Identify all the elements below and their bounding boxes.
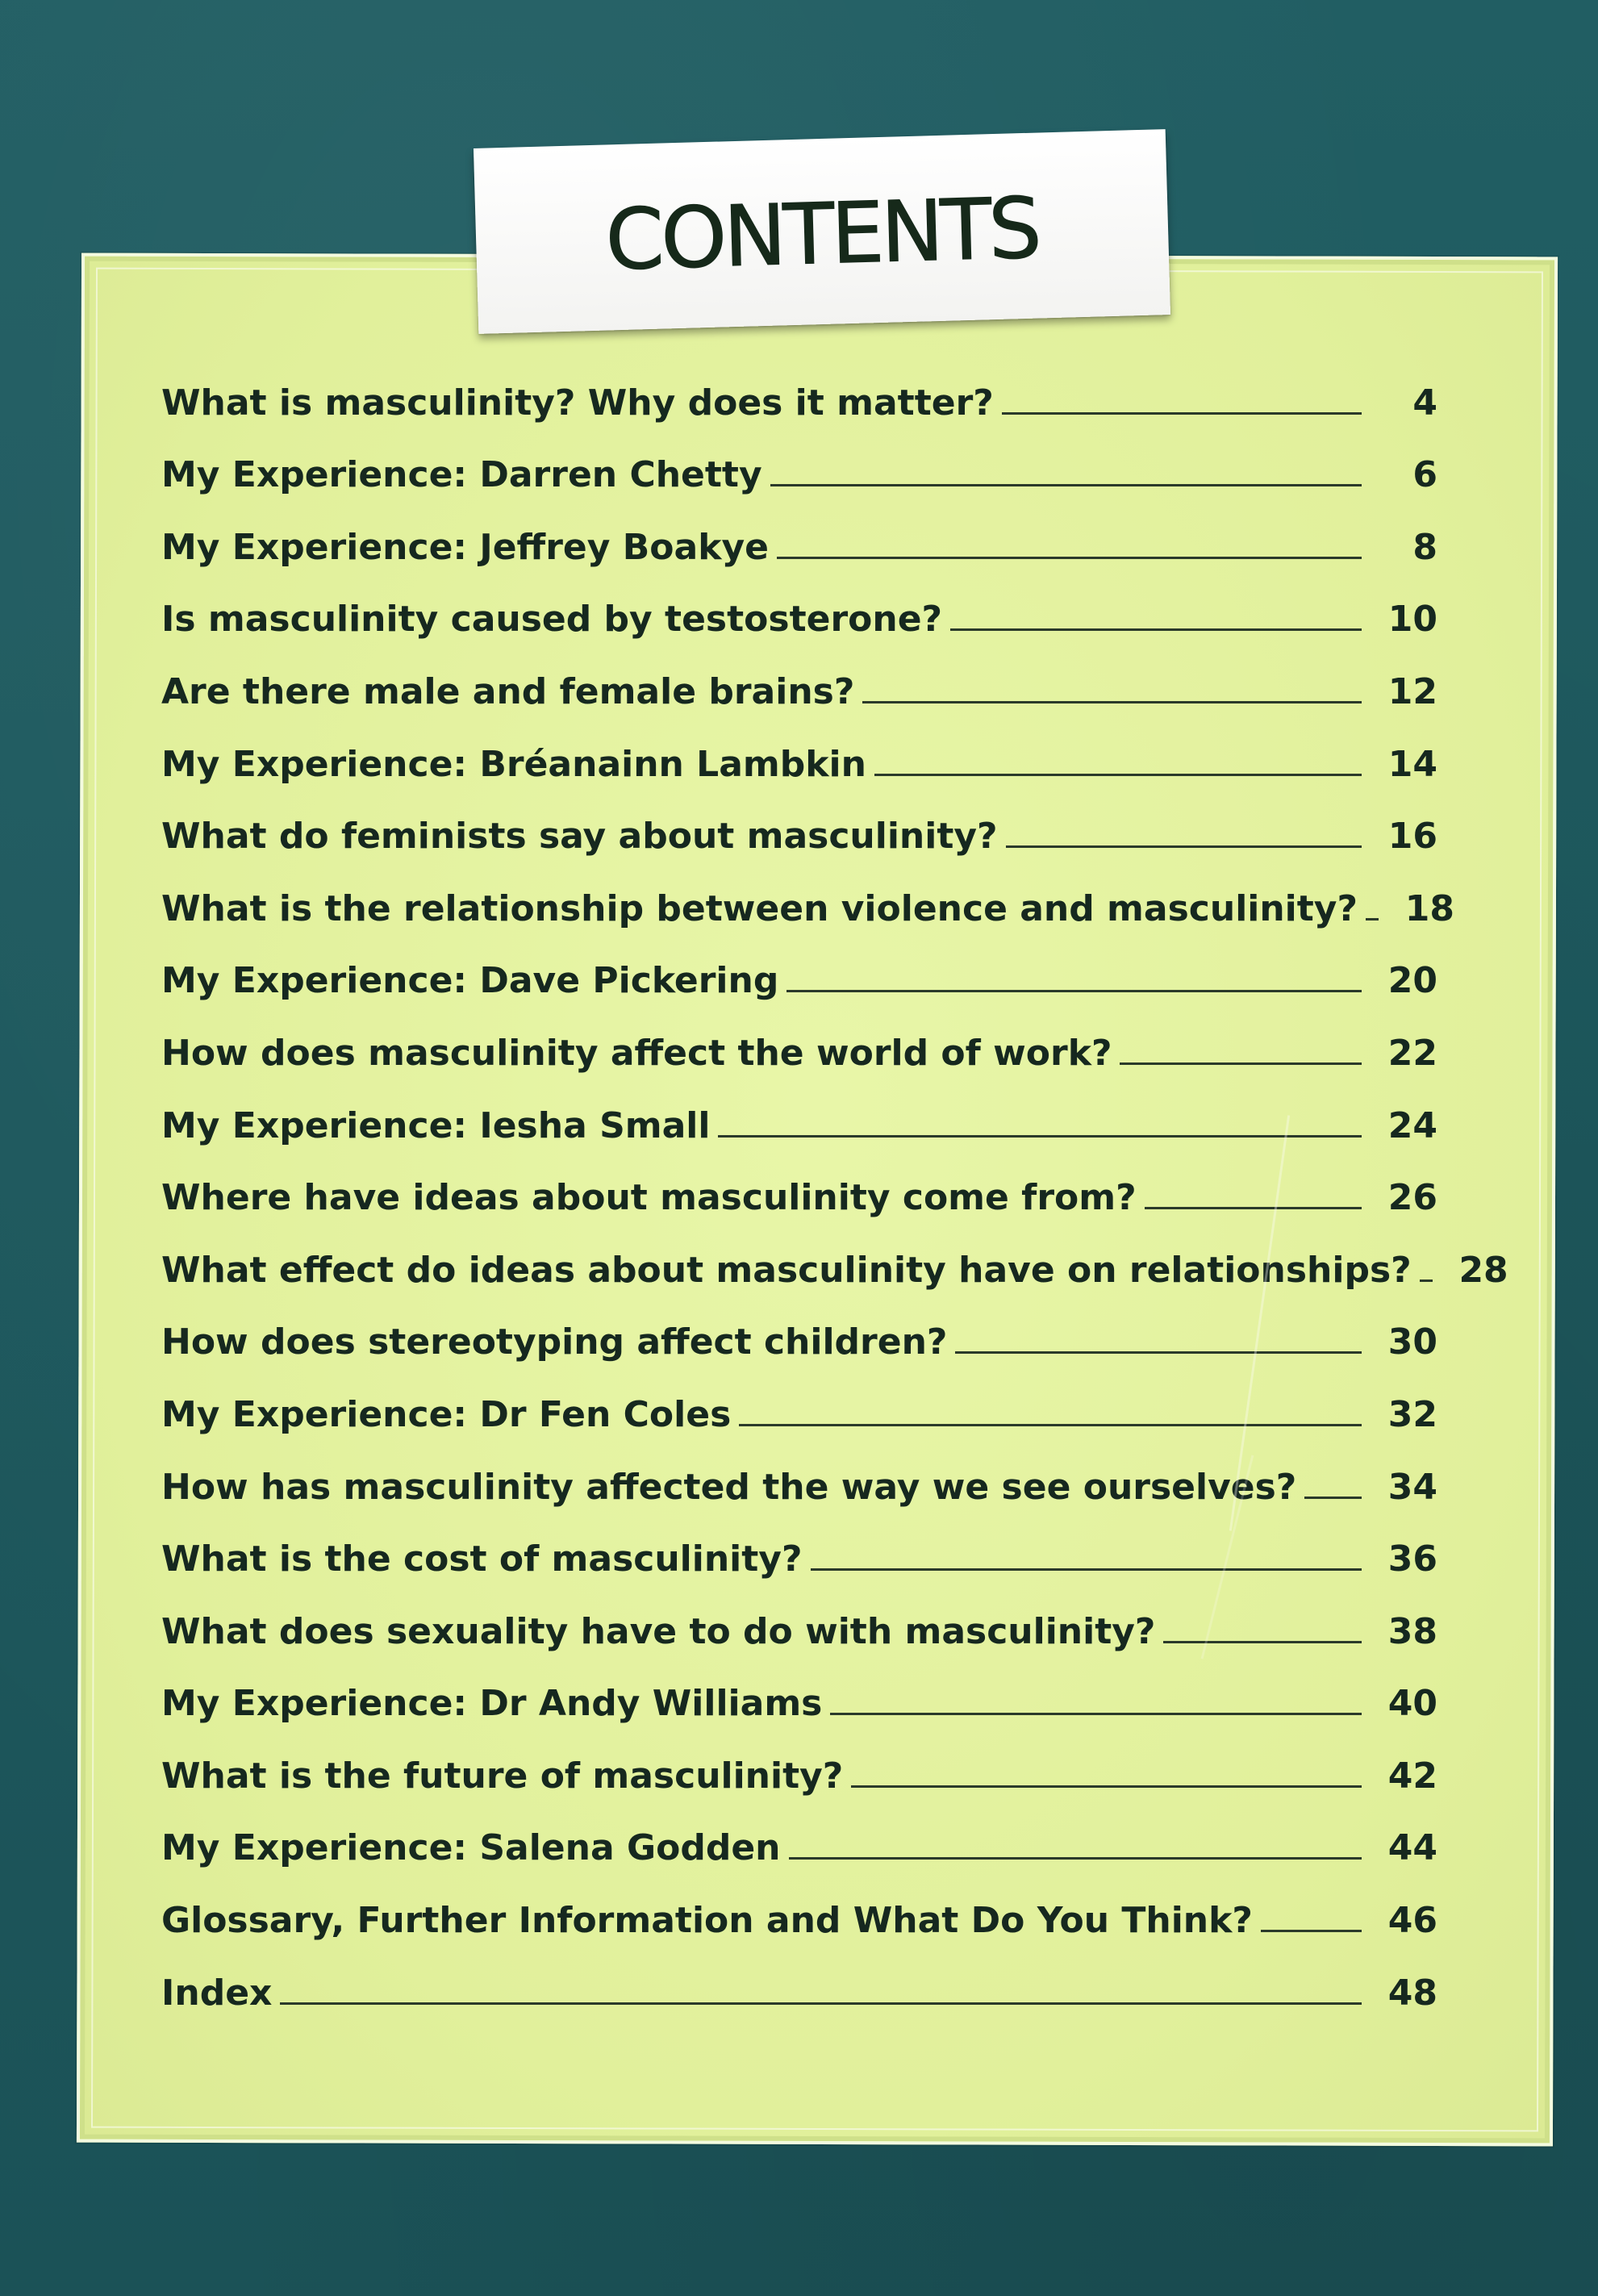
- toc-leader-line: [777, 557, 1362, 559]
- toc-entry-page: 8: [1412, 526, 1437, 568]
- toc-entry-title: How has masculinity affected the way we see ourselves?: [161, 1466, 1297, 1508]
- toc-leader-line: [280, 2002, 1362, 2005]
- toc-entry-title: How does masculinity affect the world of work?: [161, 1032, 1112, 1074]
- toc-entry-title: My Experience: Jeffrey Boakye: [161, 526, 769, 568]
- toc-entry-title: My Experience: Iesha Small: [161, 1104, 711, 1146]
- toc-entry-title: Where have ideas about masculinity come from?: [161, 1177, 1137, 1219]
- toc-leader-line: [770, 484, 1362, 486]
- toc-entry-page: 6: [1412, 454, 1437, 496]
- toc-entry-title: Glossary, Further Information and What Do You Think?: [161, 1900, 1253, 1942]
- toc-leader-line: [718, 1135, 1362, 1138]
- toc-entry-page: 24: [1387, 1104, 1437, 1146]
- toc-leader-line: [786, 990, 1362, 992]
- toc-entry[interactable]: [161, 1230, 1508, 1303]
- toc-entry-title: What is the cost of masculinity?: [161, 1538, 803, 1580]
- toc-entry[interactable]: [161, 580, 1437, 653]
- toc-entry-page: 42: [1387, 1755, 1437, 1797]
- toc-entry-title: Index: [161, 1972, 273, 2014]
- toc-entry-page: 14: [1387, 743, 1437, 785]
- toc-leader-line: [789, 1857, 1362, 1860]
- toc-entry-title: My Experience: Dave Pickering: [161, 960, 779, 1002]
- table-of-contents: [161, 363, 1508, 2026]
- toc-entry[interactable]: [161, 1013, 1437, 1086]
- toc-entry[interactable]: [161, 724, 1437, 797]
- toc-entry-title: My Experience: Bréanainn Lambkin: [161, 743, 866, 785]
- toc-entry-title: How does stereotyping affect children?: [161, 1321, 948, 1363]
- toc-leader-line: [955, 1351, 1362, 1354]
- toc-entry[interactable]: [161, 1953, 1437, 2026]
- toc-entry-page: 26: [1387, 1177, 1437, 1219]
- toc-leader-line: [830, 1713, 1362, 1715]
- toc-leader-line: [874, 774, 1362, 776]
- toc-entry-page: 48: [1387, 1972, 1437, 2014]
- toc-entry-page: 36: [1387, 1538, 1437, 1580]
- toc-entry-title: Are there male and female brains?: [161, 670, 855, 712]
- toc-leader-line: [1420, 1279, 1433, 1282]
- toc-leader-line: [739, 1424, 1362, 1426]
- toc-entry-title: Is masculinity caused by testosterone?: [161, 599, 943, 641]
- toc-entry-page: 16: [1387, 816, 1437, 858]
- toc-entry[interactable]: [161, 797, 1437, 870]
- toc-entry[interactable]: [161, 1303, 1437, 1376]
- toc-entry-page: 20: [1387, 960, 1437, 1002]
- toc-leader-line: [1006, 845, 1362, 848]
- toc-entry[interactable]: [161, 1086, 1437, 1158]
- toc-entry-page: 40: [1387, 1683, 1437, 1725]
- toc-entry-page: 22: [1387, 1032, 1437, 1074]
- toc-entry-page: 38: [1387, 1610, 1437, 1652]
- toc-entry[interactable]: [161, 1520, 1437, 1593]
- toc-entry[interactable]: [161, 1736, 1437, 1809]
- toc-entry[interactable]: [161, 1809, 1437, 1881]
- toc-entry-title: What is masculinity? Why does it matter?: [161, 382, 994, 424]
- toc-entry-title: What effect do ideas about masculinity have on relationships?: [161, 1249, 1412, 1291]
- toc-leader-line: [1261, 1930, 1362, 1932]
- toc-entry-page: 18: [1404, 887, 1455, 929]
- toc-entry-title: What do feminists say about masculinity?: [161, 816, 998, 858]
- toc-entry-title: My Experience: Dr Fen Coles: [161, 1393, 732, 1435]
- toc-entry-page: 30: [1387, 1321, 1437, 1363]
- toc-entry[interactable]: [161, 1592, 1437, 1664]
- toc-entry-page: 34: [1387, 1466, 1437, 1508]
- toc-entry[interactable]: [161, 941, 1437, 1014]
- toc-leader-line: [1002, 412, 1362, 415]
- toc-entry-page: 28: [1458, 1249, 1508, 1291]
- toc-leader-line: [1120, 1062, 1362, 1065]
- toc-entry[interactable]: [161, 1664, 1437, 1737]
- toc-entry-page: 32: [1387, 1393, 1437, 1435]
- toc-leader-line: [851, 1785, 1362, 1788]
- toc-entry[interactable]: [161, 869, 1455, 941]
- toc-entry[interactable]: [161, 1881, 1437, 1953]
- toc-entry[interactable]: [161, 436, 1437, 508]
- toc-entry-page: 44: [1387, 1827, 1437, 1869]
- toc-entry[interactable]: [161, 652, 1437, 724]
- toc-leader-line: [1145, 1207, 1362, 1209]
- toc-entry-title: My Experience: Darren Chetty: [161, 454, 762, 496]
- toc-leader-line: [1163, 1641, 1362, 1643]
- toc-entry-page: 12: [1387, 670, 1437, 712]
- page-title: CONTENTS: [604, 178, 1041, 290]
- toc-leader-line: [862, 701, 1362, 703]
- toc-entry[interactable]: [161, 1158, 1437, 1231]
- toc-entry[interactable]: [161, 507, 1437, 580]
- toc-entry-title: My Experience: Salena Godden: [161, 1827, 781, 1869]
- toc-leader-line: [1304, 1497, 1362, 1499]
- toc-leader-line: [811, 1568, 1362, 1571]
- toc-entry-page: 46: [1387, 1900, 1437, 1942]
- toc-entry-title: My Experience: Dr Andy Williams: [161, 1683, 823, 1725]
- toc-leader-line: [1366, 918, 1379, 920]
- toc-entry-title: What is the future of masculinity?: [161, 1755, 844, 1797]
- toc-entry-title: What does sexuality have to do with masculinity?: [161, 1610, 1156, 1652]
- title-card: [474, 129, 1170, 334]
- toc-entry-page: 4: [1412, 382, 1437, 424]
- toc-entry-page: 10: [1387, 599, 1437, 641]
- toc-entry-title: What is the relationship between violence and masculinity?: [161, 887, 1358, 929]
- toc-entry[interactable]: [161, 363, 1437, 436]
- toc-leader-line: [950, 628, 1362, 631]
